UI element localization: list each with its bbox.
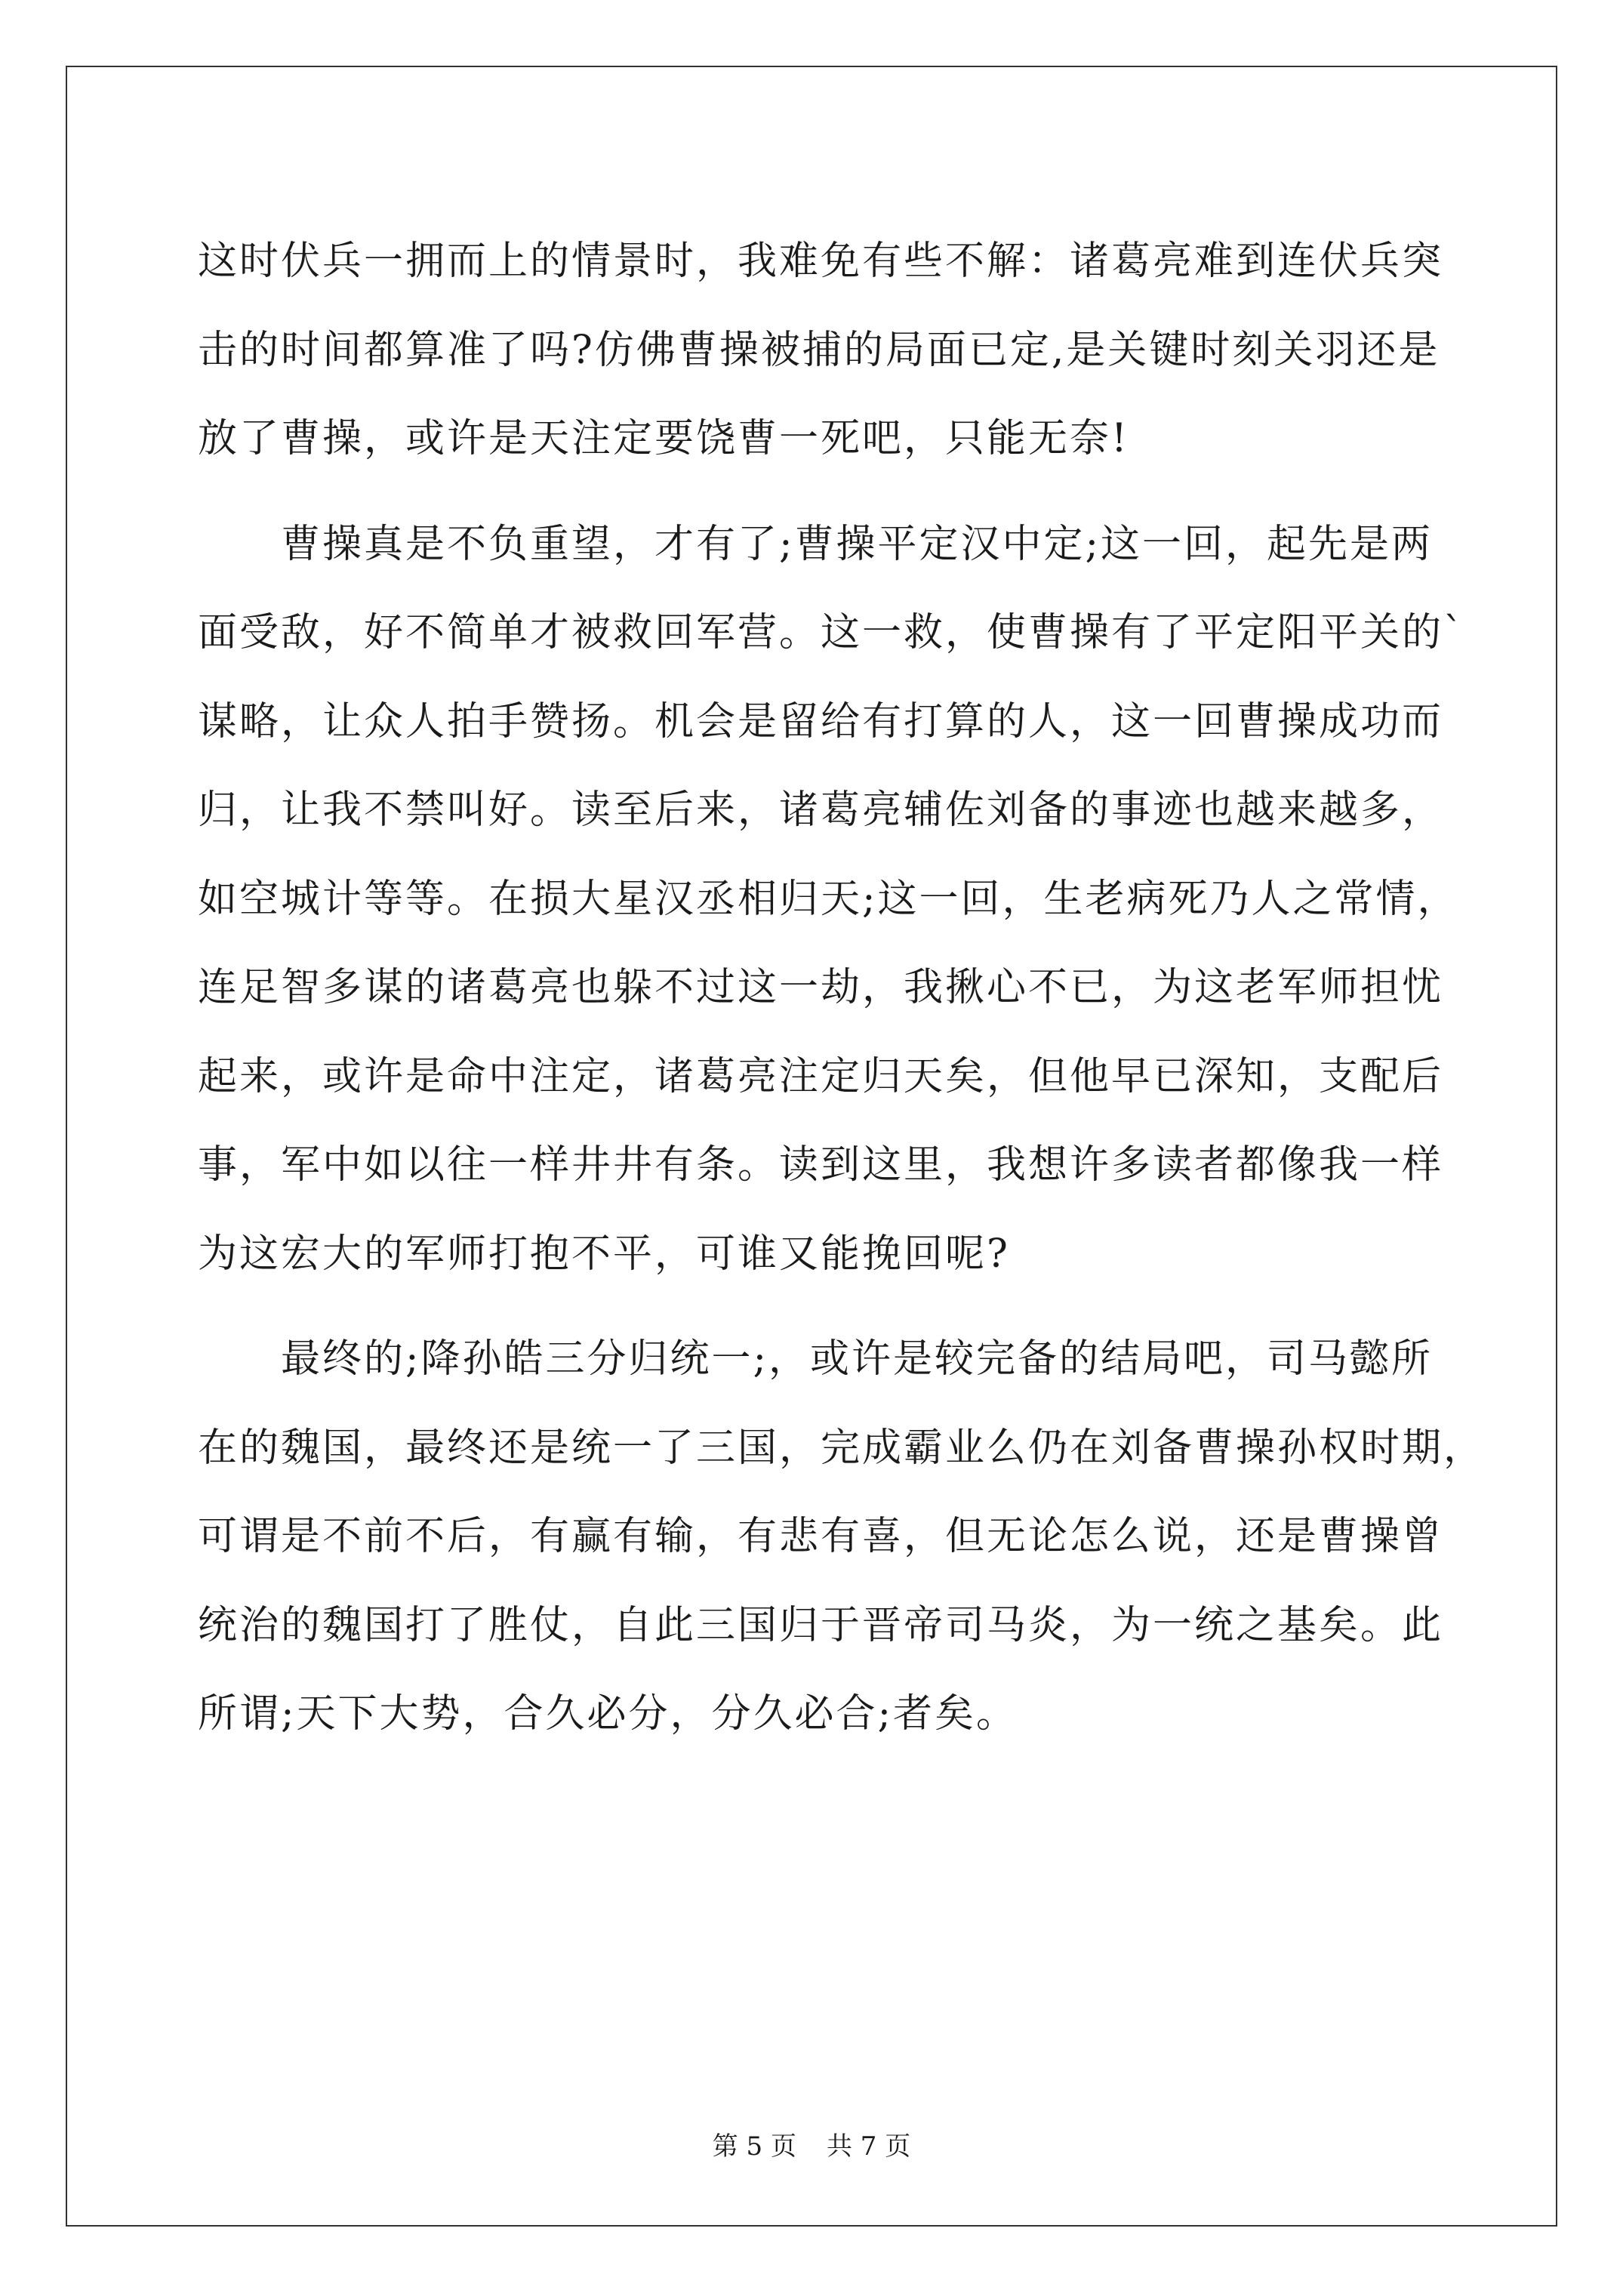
text-line: 这时伏兵一拥而上的情景时，我难免有些不解：诸葛亮难到连伏兵突 [198, 239, 1444, 284]
text-line: 谋略，让众人拍手赞扬。机会是留给有打算的人，这一回曹操成功而 [198, 698, 1444, 744]
text-line: 最终的;降孙皓三分归统一;，或许是较完备的结局吧，司马懿所 [281, 1336, 1434, 1382]
text-line: 曹操真是不负重望，才有了;曹操平定汉中定;这一回，起先是两 [281, 521, 1434, 567]
page-footer [0, 2125, 1623, 2162]
text-line: 在的魏国，最终还是统一了三国，完成霸业么仍在刘备曹操孙权时期， [198, 1425, 1486, 1471]
text-line: 统治的魏国打了胜仗，自此三国归于晋帝司马炎，为一统之基矣。此 [198, 1602, 1444, 1648]
text-line: 归，让我不禁叫好。读至后来，诸葛亮辅佐刘备的事迹也越来越多， [198, 787, 1444, 833]
text-line: 放了曹操，或许是天注定要饶曹一死吧，只能无奈! [198, 416, 1129, 461]
text-line: 击的时间都算准了吗?仿佛曹操被捕的局面已定,是关键时刻关羽还是 [198, 327, 1440, 373]
text-line: 所谓;天下大势，合久必分，分久必合;者矣。 [198, 1691, 1018, 1737]
document-body [198, 217, 1486, 1759]
text-line: 起来，或许是命中注定，诸葛亮注定归天矣，但他早已深知，支配后 [198, 1053, 1444, 1099]
text-line: 事，军中如以往一样井井有条。读到这里，我想许多读者都像我一样 [198, 1142, 1444, 1188]
text-line: 如空城计等等。在损大星汉丞相归天;这一回，生老病死乃人之常情， [198, 876, 1459, 922]
page-total: 共 7 页 [827, 2131, 911, 2162]
text-line: 连足智多谋的诸葛亮也躲不过这一劫，我揪心不已，为这老军师担忧 [198, 965, 1444, 1010]
text-line: 面受敌，好不简单才被救回军营。这一救，使曹操有了平定阳平关的` [198, 610, 1466, 655]
text-line: 为这宏大的军师打抱不平，可谁又能挽回呢? [198, 1231, 1010, 1277]
text-line: 可谓是不前不后，有赢有输，有悲有喜，但无论怎么说，还是曹操曾 [198, 1514, 1444, 1559]
page-number: 第 5 页 [712, 2131, 796, 2162]
